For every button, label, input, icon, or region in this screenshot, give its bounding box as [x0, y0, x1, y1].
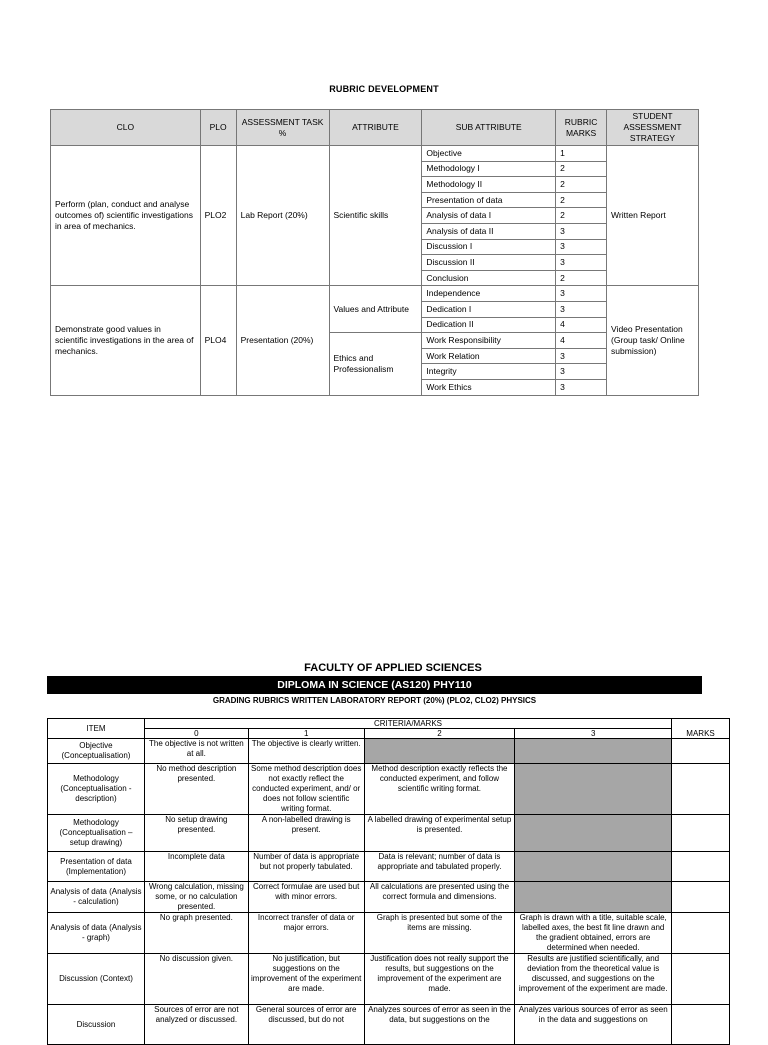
- task-cell: Lab Report (20%): [236, 146, 329, 286]
- clo-cell: Demonstrate good values in scientific investigations in the area of mechanics.: [51, 286, 201, 395]
- mark-cell: 3: [556, 255, 607, 271]
- table-row: [48, 882, 730, 913]
- sub-attribute-cell: Work Responsibility: [422, 333, 556, 349]
- marks-cell: [672, 852, 730, 882]
- mark-cell: 3: [556, 348, 607, 364]
- criteria-cell: A labelled drawing of experimental setup is presented.: [364, 815, 515, 852]
- mark-cell: 3: [556, 286, 607, 302]
- level-header: 0: [144, 729, 248, 739]
- criteria-cell: No setup drawing presented.: [144, 815, 248, 852]
- grading-levels-row: [48, 729, 730, 739]
- mark-cell: 4: [556, 333, 607, 349]
- sub-attribute-cell: Objective: [422, 146, 556, 162]
- marks-cell: [672, 764, 730, 815]
- item-cell: Analysis of data (Analysis - graph): [48, 913, 145, 954]
- page-title: RUBRIC DEVELOPMENT: [329, 84, 439, 94]
- sub-attribute-header: SUB ATTRIBUTE: [422, 110, 556, 146]
- criteria-cell: General sources of error are discussed, but do not: [248, 1005, 364, 1045]
- assessment-task-header: ASSESSMENT TASK %: [236, 110, 329, 146]
- rubric-marks-header: RUBRIC MARKS: [556, 110, 607, 146]
- task-cell: Presentation (20%): [236, 286, 329, 395]
- item-cell: Analysis of data (Analysis - calculation): [48, 882, 145, 913]
- criteria-cell: Incorrect transfer of data or major errors.: [248, 913, 364, 954]
- sub-attribute-cell: Methodology II: [422, 177, 556, 193]
- table-row: [48, 954, 730, 1005]
- mark-cell: 3: [556, 239, 607, 255]
- criteria-cell: The objective is not written at all.: [144, 739, 248, 764]
- marks-cell: [672, 913, 730, 954]
- sub-attribute-cell: Discussion I: [422, 239, 556, 255]
- level-header: 2: [364, 729, 515, 739]
- criteria-cell: Graph is presented but some of the items are missing.: [364, 913, 515, 954]
- sub-attribute-cell: Independence: [422, 286, 556, 302]
- item-cell: Methodology (Conceptualisation - description): [48, 764, 145, 815]
- plo-header: PLO: [200, 110, 236, 146]
- criteria-cell: Some method description does not exactly reflect the conducted experiment, and/ or does not follow scientific writing format.: [248, 764, 364, 815]
- marks-cell: [672, 954, 730, 1005]
- clo-header: CLO: [51, 110, 201, 146]
- sub-attribute-cell: Dedication I: [422, 301, 556, 317]
- shaded-cell: [515, 882, 672, 913]
- table-row: [48, 815, 730, 852]
- sub-attribute-cell: Integrity: [422, 364, 556, 380]
- criteria-cell: Sources of error are not analyzed or discussed.: [144, 1005, 248, 1045]
- plo-cell: PLO2: [200, 146, 236, 286]
- sub-attribute-cell: Work Relation: [422, 348, 556, 364]
- table-row: [51, 146, 699, 162]
- shaded-cell: [515, 815, 672, 852]
- criteria-cell: All calculations are presented using the correct formula and dimensions.: [364, 882, 515, 913]
- level-header: 3: [515, 729, 672, 739]
- table-row: [48, 852, 730, 882]
- marks-header: MARKS: [672, 719, 730, 739]
- table-row: [51, 286, 699, 302]
- criteria-cell: Graph is drawn with a title, suitable scale, labelled axes, the best fit line drawn and the gradient obtained, errors are determined when needed.: [515, 913, 672, 954]
- item-cell: Methodology (Conceptualisation – setup drawing): [48, 815, 145, 852]
- mark-cell: 4: [556, 317, 607, 333]
- mark-cell: 2: [556, 177, 607, 193]
- criteria-cell: Analyzes sources of error as seen in the data, but suggestions on the: [364, 1005, 515, 1045]
- item-cell: Presentation of data (Implementation): [48, 852, 145, 882]
- table-row: [48, 739, 730, 764]
- mark-cell: 3: [556, 379, 607, 395]
- strategy-cell: Video Presentation (Group task/ Online submission): [607, 286, 699, 395]
- criteria-cell: Results are justified scientifically, and deviation from the theoretical value is discussed, and suggestions on the improvement of the experiment are made.: [515, 954, 672, 1005]
- item-cell: Discussion: [48, 1005, 145, 1045]
- criteria-cell: A non-labelled drawing is present.: [248, 815, 364, 852]
- sub-attribute-cell: Presentation of data: [422, 192, 556, 208]
- faculty-heading: FACULTY OF APPLIED SCIENCES: [304, 662, 482, 674]
- criteria-cell: No justification, but suggestions on the improvement of the experiment are made.: [248, 954, 364, 1005]
- rubric-development-table: [50, 109, 699, 396]
- attribute-cell: Values and Attribute: [329, 286, 422, 333]
- criteria-cell: No discussion given.: [144, 954, 248, 1005]
- table-row: [48, 913, 730, 954]
- sub-attribute-cell: Discussion II: [422, 255, 556, 271]
- table-row: [48, 764, 730, 815]
- item-cell: Discussion (Context): [48, 954, 145, 1005]
- attribute-cell: Scientific skills: [329, 146, 422, 286]
- grading-header-row: [48, 719, 730, 729]
- shaded-cell: [364, 739, 515, 764]
- level-header: 1: [248, 729, 364, 739]
- criteria-cell: No method description presented.: [144, 764, 248, 815]
- mark-cell: 3: [556, 364, 607, 380]
- strategy-cell: Written Report: [607, 146, 699, 286]
- mark-cell: 2: [556, 270, 607, 286]
- strategy-header: STUDENT ASSESSMENT STRATEGY: [607, 110, 699, 146]
- criteria-cell: Number of data is appropriate but not properly tabulated.: [248, 852, 364, 882]
- grading-rubric-table: [47, 718, 730, 1045]
- criteria-cell: Wrong calculation, missing some, or no calculation presented.: [144, 882, 248, 913]
- shaded-cell: [515, 764, 672, 815]
- grading-rubric-title: GRADING RUBRICS WRITTEN LABORATORY REPORT (20%) (PLO2, CLO2) PHYSICS: [212, 696, 537, 705]
- marks-cell: [672, 1005, 730, 1045]
- attribute-cell: Ethics and Professionalism: [329, 333, 422, 395]
- item-cell: Objective (Conceptualisation): [48, 739, 145, 764]
- sub-attribute-cell: Conclusion: [422, 270, 556, 286]
- table-row: [48, 1005, 730, 1045]
- criteria-cell: Data is relevant; number of data is appropriate and tabulated properly.: [364, 852, 515, 882]
- sub-attribute-cell: Analysis of data II: [422, 223, 556, 239]
- criteria-header: CRITERIA/MARKS: [144, 719, 671, 729]
- attribute-header: ATTRIBUTE: [329, 110, 422, 146]
- criteria-cell: The objective is clearly written.: [248, 739, 364, 764]
- rubric-header-row: [51, 110, 699, 146]
- mark-cell: 2: [556, 161, 607, 177]
- criteria-cell: Analyzes various sources of error as seen in the data and suggestions on: [515, 1005, 672, 1045]
- mark-cell: 3: [556, 301, 607, 317]
- mark-cell: 3: [556, 223, 607, 239]
- plo-cell: PLO4: [200, 286, 236, 395]
- criteria-cell: Incomplete data: [144, 852, 248, 882]
- marks-cell: [672, 815, 730, 852]
- mark-cell: 1: [556, 146, 607, 162]
- item-header: ITEM: [48, 719, 145, 739]
- mark-cell: 2: [556, 192, 607, 208]
- shaded-cell: [515, 852, 672, 882]
- sub-attribute-cell: Work Ethics: [422, 379, 556, 395]
- marks-cell: [672, 739, 730, 764]
- sub-attribute-cell: Analysis of data I: [422, 208, 556, 224]
- criteria-cell: Correct formulae are used but with minor errors.: [248, 882, 364, 913]
- criteria-cell: Justification does not really support the results, but suggestions on the improvement of the experiment are made.: [364, 954, 515, 1005]
- clo-cell: Perform (plan, conduct and analyse outcomes of) scientific investigations in area of mechanics.: [51, 146, 201, 286]
- diploma-banner: DIPLOMA IN SCIENCE (AS120) PHY110: [47, 676, 702, 694]
- marks-cell: [672, 882, 730, 913]
- criteria-cell: Method description exactly reflects the conducted experiment, and follow scientific writing format.: [364, 764, 515, 815]
- sub-attribute-cell: Dedication II: [422, 317, 556, 333]
- mark-cell: 2: [556, 208, 607, 224]
- shaded-cell: [515, 739, 672, 764]
- sub-attribute-cell: Methodology I: [422, 161, 556, 177]
- criteria-cell: No graph presented.: [144, 913, 248, 954]
